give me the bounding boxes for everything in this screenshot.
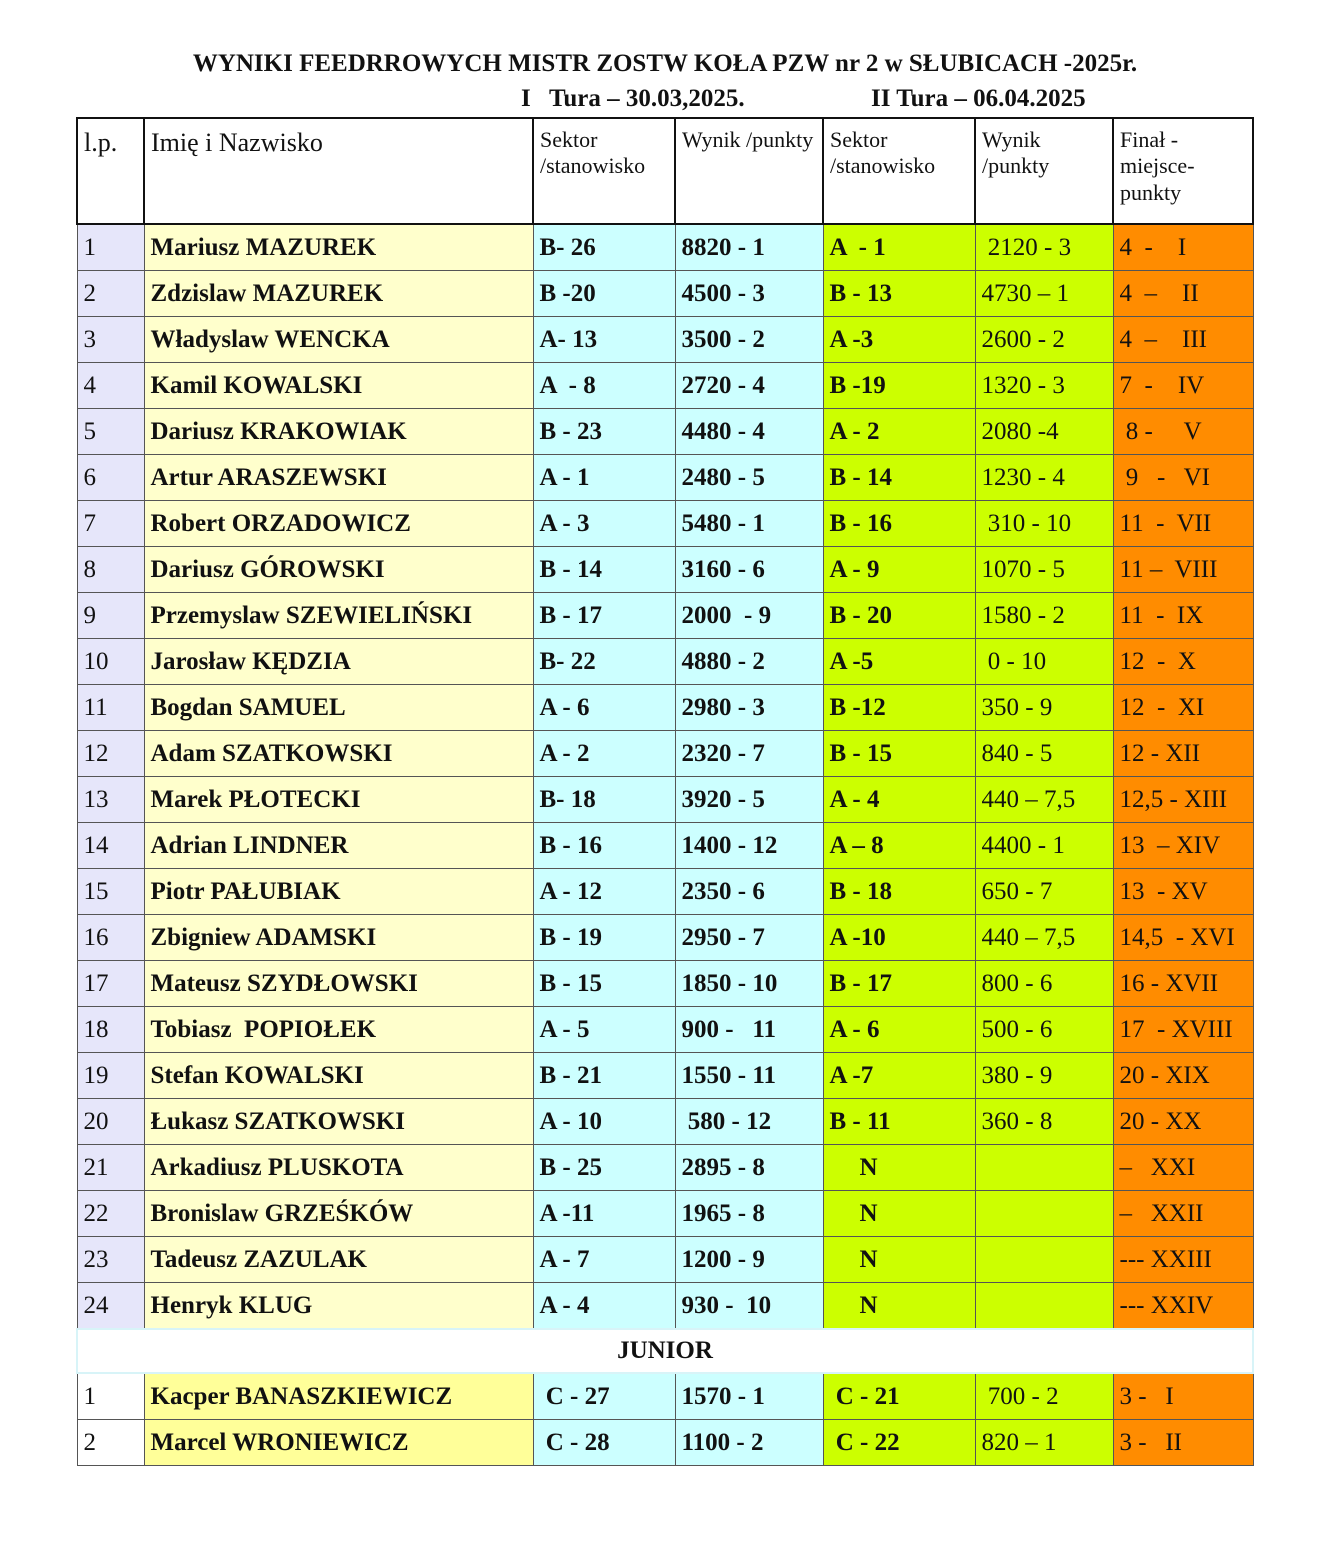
cell-sector-1: A - 6 (533, 685, 675, 731)
junior-body (77, 1373, 1253, 1466)
cell-name: Adrian LINDNER (144, 823, 533, 869)
cell-sector-1: C - 27 (533, 1373, 675, 1420)
cell-name: Dariusz KRAKOWIAK (144, 409, 533, 455)
cell-sector-2: A - 4 (823, 777, 975, 823)
cell-result-1: 2720 - 4 (675, 363, 823, 409)
cell-result-1: 2950 - 7 (675, 915, 823, 961)
cell-lp: 5 (77, 409, 144, 455)
junior-section-header (77, 1329, 1253, 1373)
cell-final: 11 – VIII (1113, 547, 1253, 593)
table-row (77, 501, 1253, 547)
cell-sector-2: A – 8 (823, 823, 975, 869)
cell-name: Artur ARASZEWSKI (144, 455, 533, 501)
cell-sector-2: B - 18 (823, 869, 975, 915)
cell-final: 16 - XVII (1113, 961, 1253, 1007)
cell-result-1: 1570 - 1 (675, 1373, 823, 1420)
cell-name: Marek PŁOTECKI (144, 777, 533, 823)
cell-final: 12 - X (1113, 639, 1253, 685)
cell-result-2: 380 - 9 (975, 1053, 1113, 1099)
cell-name: Łukasz SZATKOWSKI (144, 1099, 533, 1145)
cell-result-1: 3500 - 2 (675, 317, 823, 363)
table-row (77, 224, 1253, 271)
cell-sector-2: N (823, 1191, 975, 1237)
cell-sector-2: N (823, 1237, 975, 1283)
cell-result-2: 360 - 8 (975, 1099, 1113, 1145)
cell-sector-1: B - 14 (533, 547, 675, 593)
junior-heading: JUNIOR (77, 1329, 1253, 1373)
cell-result-1: 4500 - 3 (675, 271, 823, 317)
cell-sector-2: N (823, 1145, 975, 1191)
table-row (77, 1191, 1253, 1237)
cell-result-1: 2895 - 8 (675, 1145, 823, 1191)
cell-sector-1: A - 5 (533, 1007, 675, 1053)
cell-name: Arkadiusz PLUSKOTA (144, 1145, 533, 1191)
cell-result-2: 650 - 7 (975, 869, 1113, 915)
table-row (77, 1007, 1253, 1053)
table-row (77, 823, 1253, 869)
cell-result-1: 2480 - 5 (675, 455, 823, 501)
cell-sector-1: B - 17 (533, 593, 675, 639)
cell-result-1: 580 - 12 (675, 1099, 823, 1145)
cell-lp: 17 (77, 961, 144, 1007)
round-1-date: I Tura – 30.03,2025. (521, 85, 745, 112)
cell-lp: 10 (77, 639, 144, 685)
cell-name: Zbigniew ADAMSKI (144, 915, 533, 961)
cell-name: Mariusz MAZUREK (144, 224, 533, 271)
table-row (77, 1237, 1253, 1283)
cell-final: 3 - I (1113, 1373, 1253, 1420)
cell-sector-1: B -20 (533, 271, 675, 317)
cell-name: Tobiasz POPIOŁEK (144, 1007, 533, 1053)
cell-result-2: 1580 - 2 (975, 593, 1113, 639)
cell-sector-1: A - 1 (533, 455, 675, 501)
cell-result-1: 1550 - 11 (675, 1053, 823, 1099)
cell-result-1: 1200 - 9 (675, 1237, 823, 1283)
cell-result-1: 4880 - 2 (675, 639, 823, 685)
cell-lp: 1 (77, 224, 144, 271)
cell-result-2: 4400 - 1 (975, 823, 1113, 869)
cell-lp: 18 (77, 1007, 144, 1053)
cell-name: Bogdan SAMUEL (144, 685, 533, 731)
cell-result-2 (975, 1191, 1113, 1237)
cell-result-2: 1320 - 3 (975, 363, 1113, 409)
table-row (77, 409, 1253, 455)
cell-lp: 3 (77, 317, 144, 363)
cell-result-1: 3920 - 5 (675, 777, 823, 823)
cell-lp: 11 (77, 685, 144, 731)
cell-name: Bronislaw GRZEŚKÓW (144, 1191, 533, 1237)
cell-lp: 9 (77, 593, 144, 639)
cell-result-1: 2000 - 9 (675, 593, 823, 639)
cell-sector-2: B - 15 (823, 731, 975, 777)
cell-sector-1: B - 25 (533, 1145, 675, 1191)
cell-sector-1: A - 10 (533, 1099, 675, 1145)
cell-sector-1: A - 7 (533, 1237, 675, 1283)
cell-final: 7 - IV (1113, 363, 1253, 409)
cell-final: – XXI (1113, 1145, 1253, 1191)
table-row (77, 1099, 1253, 1145)
results-body (77, 224, 1253, 1329)
cell-final: 11 - VII (1113, 501, 1253, 547)
cell-final: 13 – XIV (1113, 823, 1253, 869)
cell-lp: 21 (77, 1145, 144, 1191)
cell-name: Marcel WRONIEWICZ (144, 1420, 533, 1466)
cell-result-1: 2350 - 6 (675, 869, 823, 915)
cell-result-2: 2600 - 2 (975, 317, 1113, 363)
cell-name: Przemyslaw SZEWIELIŃSKI (144, 593, 533, 639)
table-row (77, 915, 1253, 961)
cell-final: 8 - V (1113, 409, 1253, 455)
cell-lp: 22 (77, 1191, 144, 1237)
cell-lp: 19 (77, 1053, 144, 1099)
cell-sector-2: B - 13 (823, 271, 975, 317)
cell-sector-1: A -11 (533, 1191, 675, 1237)
cell-result-2 (975, 1283, 1113, 1330)
cell-sector-1: A - 12 (533, 869, 675, 915)
cell-lp: 23 (77, 1237, 144, 1283)
cell-final: 4 - I (1113, 224, 1253, 271)
cell-lp: 2 (77, 1420, 144, 1466)
cell-sector-1: C - 28 (533, 1420, 675, 1466)
cell-final: 17 - XVIII (1113, 1007, 1253, 1053)
cell-result-1: 1400 - 12 (675, 823, 823, 869)
cell-sector-2: A - 6 (823, 1007, 975, 1053)
cell-name: Robert ORZADOWICZ (144, 501, 533, 547)
cell-result-2: 310 - 10 (975, 501, 1113, 547)
cell-name: Kacper BANASZKIEWICZ (144, 1373, 533, 1420)
cell-result-1: 2980 - 3 (675, 685, 823, 731)
cell-lp: 13 (77, 777, 144, 823)
cell-final: 12 - XI (1113, 685, 1253, 731)
table-row (77, 869, 1253, 915)
cell-final: 12,5 - XIII (1113, 777, 1253, 823)
table-row (77, 1145, 1253, 1191)
cell-result-2: 800 - 6 (975, 961, 1113, 1007)
cell-result-2: 820 – 1 (975, 1420, 1113, 1466)
cell-lp: 2 (77, 271, 144, 317)
table-row (77, 777, 1253, 823)
cell-result-2: 350 - 9 (975, 685, 1113, 731)
cell-sector-2: B - 17 (823, 961, 975, 1007)
cell-lp: 7 (77, 501, 144, 547)
cell-result-2: 0 - 10 (975, 639, 1113, 685)
table-row (77, 1283, 1253, 1330)
cell-sector-2: C - 21 (823, 1373, 975, 1420)
col-header-result-2: Wynik /punkty (975, 118, 1113, 224)
table-row (77, 455, 1253, 501)
table-row (77, 1373, 1253, 1420)
cell-result-2: 4730 – 1 (975, 271, 1113, 317)
cell-final: 20 - XIX (1113, 1053, 1253, 1099)
cell-sector-1: B - 19 (533, 915, 675, 961)
table-row (77, 547, 1253, 593)
cell-final: 13 - XV (1113, 869, 1253, 915)
cell-name: Władyslaw WENCKA (144, 317, 533, 363)
cell-final: 20 - XX (1113, 1099, 1253, 1145)
cell-lp: 14 (77, 823, 144, 869)
table-row (77, 363, 1253, 409)
cell-final: 4 – II (1113, 271, 1253, 317)
table-row (77, 317, 1253, 363)
cell-result-2: 440 – 7,5 (975, 777, 1113, 823)
cell-sector-1: B- 22 (533, 639, 675, 685)
cell-sector-1: B - 16 (533, 823, 675, 869)
cell-sector-1: B- 18 (533, 777, 675, 823)
table-row (77, 731, 1253, 777)
cell-final: --- XXIII (1113, 1237, 1253, 1283)
cell-name: Piotr PAŁUBIAK (144, 869, 533, 915)
table-row (77, 1420, 1253, 1466)
round-2-date: II Tura – 06.04.2025 (871, 85, 1086, 112)
cell-result-2: 2120 - 3 (975, 224, 1113, 271)
table-row (77, 271, 1253, 317)
cell-lp: 4 (77, 363, 144, 409)
cell-sector-1: B- 26 (533, 224, 675, 271)
cell-final: --- XXIV (1113, 1283, 1253, 1330)
col-header-sector-1: Sektor /stanowisko (533, 118, 675, 224)
cell-result-1: 1850 - 10 (675, 961, 823, 1007)
col-header-lp: l.p. (77, 118, 144, 224)
header-row (77, 118, 1253, 224)
cell-result-1: 4480 - 4 (675, 409, 823, 455)
cell-lp: 12 (77, 731, 144, 777)
table-row (77, 961, 1253, 1007)
cell-sector-2: B -19 (823, 363, 975, 409)
cell-final: 12 - XII (1113, 731, 1253, 777)
cell-name: Mateusz SZYDŁOWSKI (144, 961, 533, 1007)
cell-name: Zdzislaw MAZUREK (144, 271, 533, 317)
cell-result-2 (975, 1145, 1113, 1191)
cell-name: Dariusz GÓROWSKI (144, 547, 533, 593)
cell-sector-1: A- 13 (533, 317, 675, 363)
cell-sector-2: A -10 (823, 915, 975, 961)
cell-name: Henryk KLUG (144, 1283, 533, 1330)
cell-lp: 6 (77, 455, 144, 501)
cell-lp: 1 (77, 1373, 144, 1420)
cell-result-1: 8820 - 1 (675, 224, 823, 271)
cell-sector-1: B - 23 (533, 409, 675, 455)
cell-name: Adam SZATKOWSKI (144, 731, 533, 777)
table-row (77, 593, 1253, 639)
cell-sector-2: C - 22 (823, 1420, 975, 1466)
cell-final: – XXII (1113, 1191, 1253, 1237)
cell-sector-2: B - 14 (823, 455, 975, 501)
cell-lp: 20 (77, 1099, 144, 1145)
cell-sector-2: A -7 (823, 1053, 975, 1099)
cell-final: 3 - II (1113, 1420, 1253, 1466)
cell-sector-2: B - 16 (823, 501, 975, 547)
cell-sector-2: A -5 (823, 639, 975, 685)
cell-result-1: 930 - 10 (675, 1283, 823, 1330)
cell-lp: 16 (77, 915, 144, 961)
cell-result-1: 5480 - 1 (675, 501, 823, 547)
cell-final: 9 - VI (1113, 455, 1253, 501)
cell-result-1: 2320 - 7 (675, 731, 823, 777)
cell-sector-2: B -12 (823, 685, 975, 731)
cell-sector-1: A - 8 (533, 363, 675, 409)
cell-result-2: 2080 -4 (975, 409, 1113, 455)
col-header-final: Finał - miejsce-punkty (1113, 118, 1253, 224)
cell-sector-1: B - 15 (533, 961, 675, 1007)
col-header-name: Imię i Nazwisko (144, 118, 533, 224)
cell-result-2 (975, 1237, 1113, 1283)
cell-result-2: 700 - 2 (975, 1373, 1113, 1420)
cell-name: Jarosław KĘDZIA (144, 639, 533, 685)
cell-final: 11 - IX (1113, 593, 1253, 639)
cell-sector-2: A - 2 (823, 409, 975, 455)
table-row (77, 1053, 1253, 1099)
cell-lp: 8 (77, 547, 144, 593)
cell-result-1: 900 - 11 (675, 1007, 823, 1053)
results-table (76, 117, 1254, 1466)
cell-result-1: 1965 - 8 (675, 1191, 823, 1237)
col-header-sector-2: Sektor /stanowisko (823, 118, 975, 224)
cell-sector-1: A - 4 (533, 1283, 675, 1330)
cell-lp: 15 (77, 869, 144, 915)
col-header-result-1: Wynik /punkty (675, 118, 823, 224)
cell-final: 4 – III (1113, 317, 1253, 363)
cell-result-2: 440 – 7,5 (975, 915, 1113, 961)
cell-result-1: 3160 - 6 (675, 547, 823, 593)
cell-sector-2: B - 11 (823, 1099, 975, 1145)
page-title: WYNIKI FEEDRROWYCH MISTR ZOSTW KOŁA PZW nr 2 w SŁUBICACH -2025r. (192, 50, 1138, 77)
cell-lp: 24 (77, 1283, 144, 1330)
cell-sector-1: A - 2 (533, 731, 675, 777)
table-row (77, 639, 1253, 685)
cell-result-2: 500 - 6 (975, 1007, 1113, 1053)
cell-name: Kamil KOWALSKI (144, 363, 533, 409)
cell-sector-1: A - 3 (533, 501, 675, 547)
cell-sector-2: A - 9 (823, 547, 975, 593)
cell-sector-2: A -3 (823, 317, 975, 363)
cell-name: Stefan KOWALSKI (144, 1053, 533, 1099)
cell-name: Tadeusz ZAZULAK (144, 1237, 533, 1283)
cell-sector-2: N (823, 1283, 975, 1330)
cell-result-2: 840 - 5 (975, 731, 1113, 777)
cell-final: 14,5 - XVI (1113, 915, 1253, 961)
cell-result-2: 1230 - 4 (975, 455, 1113, 501)
cell-sector-2: A - 1 (823, 224, 975, 271)
table-row (77, 685, 1253, 731)
cell-result-1: 1100 - 2 (675, 1420, 823, 1466)
cell-sector-2: B - 20 (823, 593, 975, 639)
cell-sector-1: B - 21 (533, 1053, 675, 1099)
cell-result-2: 1070 - 5 (975, 547, 1113, 593)
